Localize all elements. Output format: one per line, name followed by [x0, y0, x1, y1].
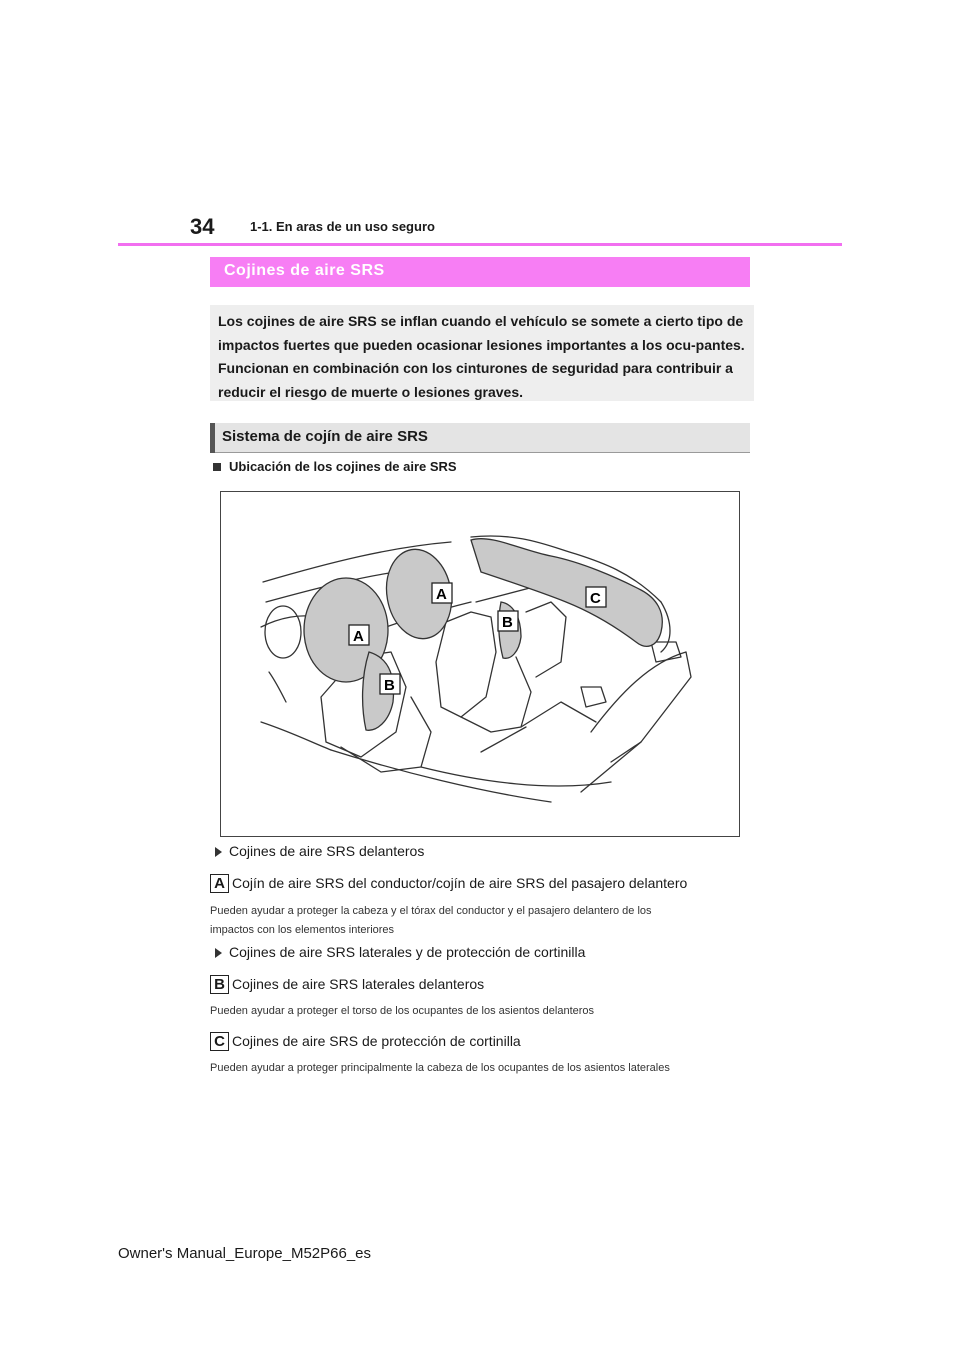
subsection-title: Sistema de cojín de aire SRS — [222, 428, 428, 445]
left-door-line — [261, 722, 331, 750]
intro-text: Los cojines de aire SRS se inflan cuando el vehículo se somete a cierto tipo de impactos fuertes que pueden ocasionar lesiones importantes a los ocu-pantes. Funcionan en combinación con los cinturones de seguridad para contribuir a reducir el riesgo de muerte o lesiones graves. — [218, 313, 745, 400]
badge-a: A — [210, 874, 229, 893]
rear-seat-back — [591, 652, 686, 732]
label-c-curtain: C — [590, 590, 601, 607]
footer-manual-id: Owner's Manual_Europe_M52P66_es — [118, 1245, 372, 1262]
item-a-text: Cojín de aire SRS del conductor/cojín de aire SRS del pasajero delantero — [232, 875, 688, 891]
rear-headrest — [581, 687, 606, 707]
location-heading: Ubicación de los cojines de aire SRS — [229, 459, 457, 474]
item-a-desc-line2: impactos con los elementos interiores — [210, 924, 395, 936]
header-rule — [118, 243, 842, 246]
item-b-text: Cojines de aire SRS laterales delanteros — [232, 976, 485, 992]
page-number: 34 — [190, 214, 215, 239]
label-b-passenger: B — [502, 614, 513, 631]
label-a-driver: A — [353, 628, 364, 645]
section-title: Cojines de aire SRS — [224, 262, 385, 279]
badge-c: C — [210, 1032, 229, 1051]
side-airbags-heading: Cojines de aire SRS laterales y de protección de cortinilla — [229, 944, 586, 960]
item-a-desc-line1: Pueden ayudar a proteger la cabeza y el tórax del conductor y el pasajero delantero de los — [210, 905, 652, 917]
badge-b: B — [210, 975, 229, 994]
subsection-title-accent — [210, 423, 215, 453]
item-b-desc: Pueden ayudar a proteger el torso de los ocupantes de los asientos delanteros — [210, 1005, 595, 1017]
triangle-bullet-icon — [215, 847, 222, 857]
airbag-location-illustration — [221, 492, 739, 836]
triangle-bullet-icon — [215, 948, 222, 958]
item-c-desc: Pueden ayudar a proteger principalmente la cabeza de los ocupantes de los asientos laterales — [210, 1062, 670, 1074]
steering-wheel — [265, 606, 301, 658]
label-a-passenger: A — [436, 586, 447, 603]
label-b-driver: B — [384, 677, 395, 694]
section-breadcrumb: 1-1. En aras de un uso seguro — [250, 219, 435, 234]
passenger-seat — [436, 612, 496, 717]
front-airbags-heading: Cojines de aire SRS delanteros — [229, 843, 425, 859]
item-c-text: Cojines de aire SRS de protección de cortinilla — [232, 1033, 521, 1049]
square-bullet-icon — [213, 463, 221, 471]
